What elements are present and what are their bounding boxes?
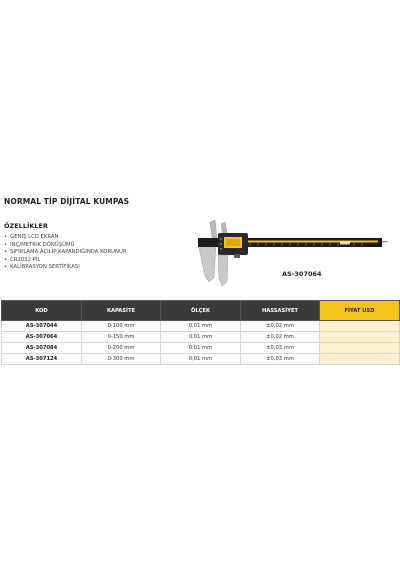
cell-accuracy: ±0,03 mm (241, 343, 320, 354)
feature-item: • GENİŞ LCD EKRAN (4, 234, 127, 242)
cell-price (320, 332, 400, 343)
column-header-code: KOD (2, 301, 82, 321)
cell-capacity: 0-100 mm (82, 321, 161, 332)
table-row (2, 343, 400, 354)
table-row (2, 321, 400, 332)
price-table (1, 300, 400, 365)
column-header-capacity: KAPASİTE (82, 301, 161, 321)
cell-accuracy: ±0,03 mm (241, 354, 320, 365)
table-row (2, 354, 400, 365)
cell-code: AS-307064 (2, 332, 82, 343)
cell-scale: 0,01 mm (161, 332, 241, 343)
cell-price (320, 321, 400, 332)
cell-accuracy: ±0,02 mm (241, 321, 320, 332)
cell-capacity: 0-200 mm (82, 343, 161, 354)
table-header-row (2, 301, 400, 321)
feature-item: • SIFIRLAMA AÇILIP KAPANDIĞINDA KORUNUR (4, 249, 127, 257)
cell-scale: 0,01 mm (161, 321, 241, 332)
cell-capacity: 0-300 mm (82, 354, 161, 365)
cell-code: AS-307084 (2, 343, 82, 354)
cell-scale: 0,01 mm (161, 354, 241, 365)
table-row (2, 332, 400, 343)
feature-item: • İNÇ/METRİK DÖNÜŞÜMÜ (4, 242, 127, 250)
feature-item: • CR2032 PİL (4, 257, 127, 265)
product-title: NORMAL TİP DİJİTAL KUMPAS (4, 197, 130, 206)
column-header-price: FİYAT USD (320, 301, 400, 321)
column-header-accuracy: HASSASİYET (241, 301, 320, 321)
feature-item: • KALİBRASYON SERTİFİKASI (4, 264, 127, 272)
cell-price (320, 354, 400, 365)
cell-capacity: 0-150 mm (82, 332, 161, 343)
cell-scale: 0,01 mm (161, 343, 241, 354)
cell-price (320, 343, 400, 354)
cell-code: AS-307044 (2, 321, 82, 332)
features-list (4, 234, 127, 272)
features-heading: ÖZELLİKLER (4, 222, 49, 230)
column-header-scale: ÖLÇEK (161, 301, 241, 321)
model-label: AS-307064 (282, 270, 322, 278)
cell-accuracy: ±0,02 mm (241, 332, 320, 343)
cell-code: AS-307124 (2, 354, 82, 365)
